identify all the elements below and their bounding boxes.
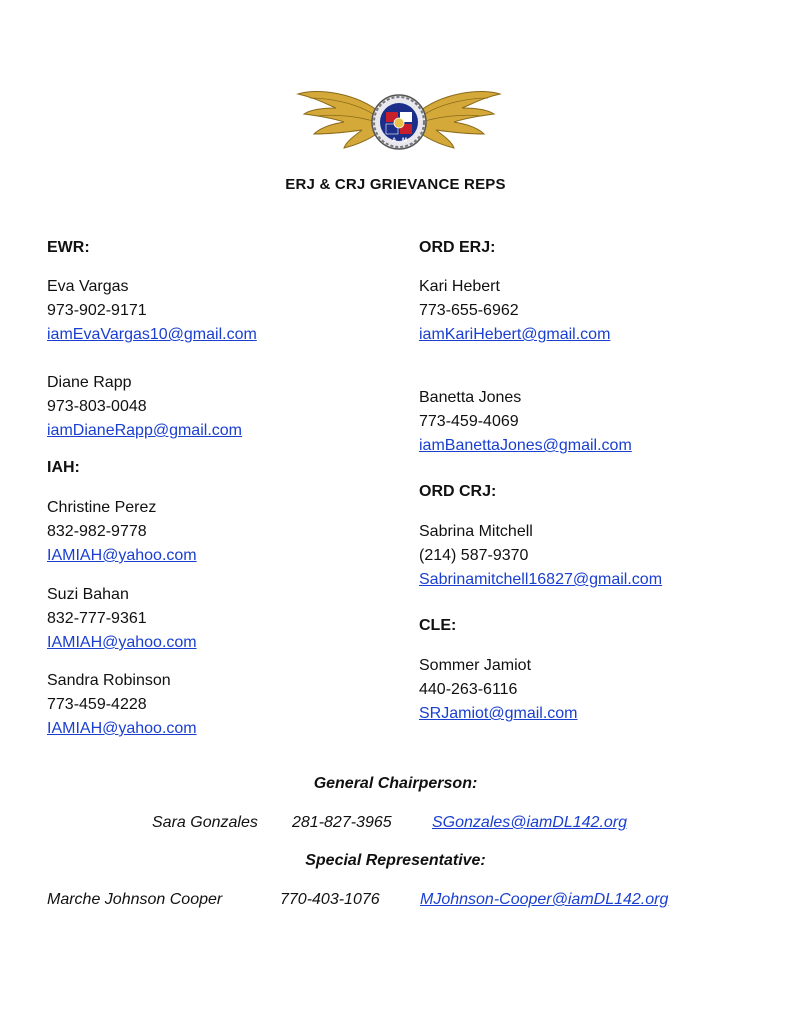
rep-name: Suzi Bahan (47, 586, 129, 603)
special-rep-email-link[interactable]: MJohnson-Cooper@iamDL142.org (420, 891, 669, 908)
general-chair-heading: General Chairperson: (313, 775, 478, 792)
rep-card (47, 583, 197, 655)
special-rep-row (0, 891, 791, 913)
rep-phone: 832-982-9778 (47, 523, 147, 540)
emblem-letter-a: A (392, 138, 397, 144)
special-rep-name: Marche Johnson Cooper (47, 891, 223, 908)
rep-email-link[interactable]: iamKariHebert@gmail.com (419, 326, 611, 343)
general-chair-email-link[interactable]: SGonzales@iamDL142.org (432, 814, 628, 831)
rep-email-link[interactable]: Sabrinamitchell16827@gmail.com (419, 571, 663, 588)
rep-name: Banetta Jones (419, 389, 522, 406)
rep-card (47, 669, 197, 741)
page-title: ERJ & CRJ GRIEVANCE REPS (285, 176, 506, 193)
rep-phone: 773-655-6962 (419, 302, 519, 319)
rep-card (419, 520, 662, 592)
union-emblem (372, 95, 426, 149)
rep-name: Christine Perez (47, 499, 157, 516)
section-heading-iah: IAH: (47, 459, 80, 476)
rep-email-link[interactable]: IAMIAH@yahoo.com (47, 547, 197, 564)
rep-phone: 832-777-9361 (47, 610, 147, 627)
rep-email-link[interactable]: iamBanettaJones@gmail.com (419, 437, 632, 454)
rep-card (419, 275, 610, 347)
rep-phone: 440-263-6116 (419, 681, 518, 698)
rep-card (47, 496, 197, 568)
rep-phone: 973-803-0048 (47, 398, 147, 415)
rep-email-link[interactable]: iamEvaVargas10@gmail.com (47, 326, 257, 343)
rep-name: Sommer Jamiot (419, 657, 532, 674)
section-heading-ord-erj: ORD ERJ: (419, 239, 496, 256)
left-wing (298, 91, 382, 148)
right-wing (416, 91, 500, 148)
rep-name: Sandra Robinson (47, 672, 171, 689)
section-heading-cle: CLE: (419, 617, 457, 634)
rep-email-link[interactable]: IAMIAH@yahoo.com (47, 634, 197, 651)
rep-email-link[interactable]: SRJamiot@gmail.com (419, 705, 578, 722)
special-rep-phone: 770-403-1076 (280, 891, 380, 908)
rep-card (47, 275, 257, 347)
rep-email-link[interactable]: IAMIAH@yahoo.com (47, 720, 197, 737)
section-heading-ewr: EWR: (47, 239, 90, 256)
union-wings-logo (296, 84, 502, 162)
rep-phone: (214) 587-9370 (419, 547, 529, 564)
rep-card (47, 371, 242, 443)
rep-name: Kari Hebert (419, 278, 500, 295)
rep-phone: 773-459-4069 (419, 413, 519, 430)
general-chair-phone: 281-827-3965 (292, 814, 392, 831)
rep-email-link[interactable]: iamDianeRapp@gmail.com (47, 422, 242, 439)
general-chair-row (0, 814, 791, 836)
rep-phone: 773-459-4228 (47, 696, 147, 713)
section-heading-ord-crj: ORD CRJ: (419, 483, 497, 500)
rep-phone: 973-902-9171 (47, 302, 147, 319)
rep-card (419, 386, 632, 458)
rep-card (419, 654, 578, 726)
rep-name: Eva Vargas (47, 278, 129, 295)
rep-name: Diane Rapp (47, 374, 132, 391)
rep-name: Sabrina Mitchell (419, 523, 533, 540)
special-rep-heading: Special Representative: (305, 852, 486, 869)
emblem-letter-m: M (402, 138, 407, 144)
general-chair-name: Sara Gonzales (152, 814, 258, 831)
